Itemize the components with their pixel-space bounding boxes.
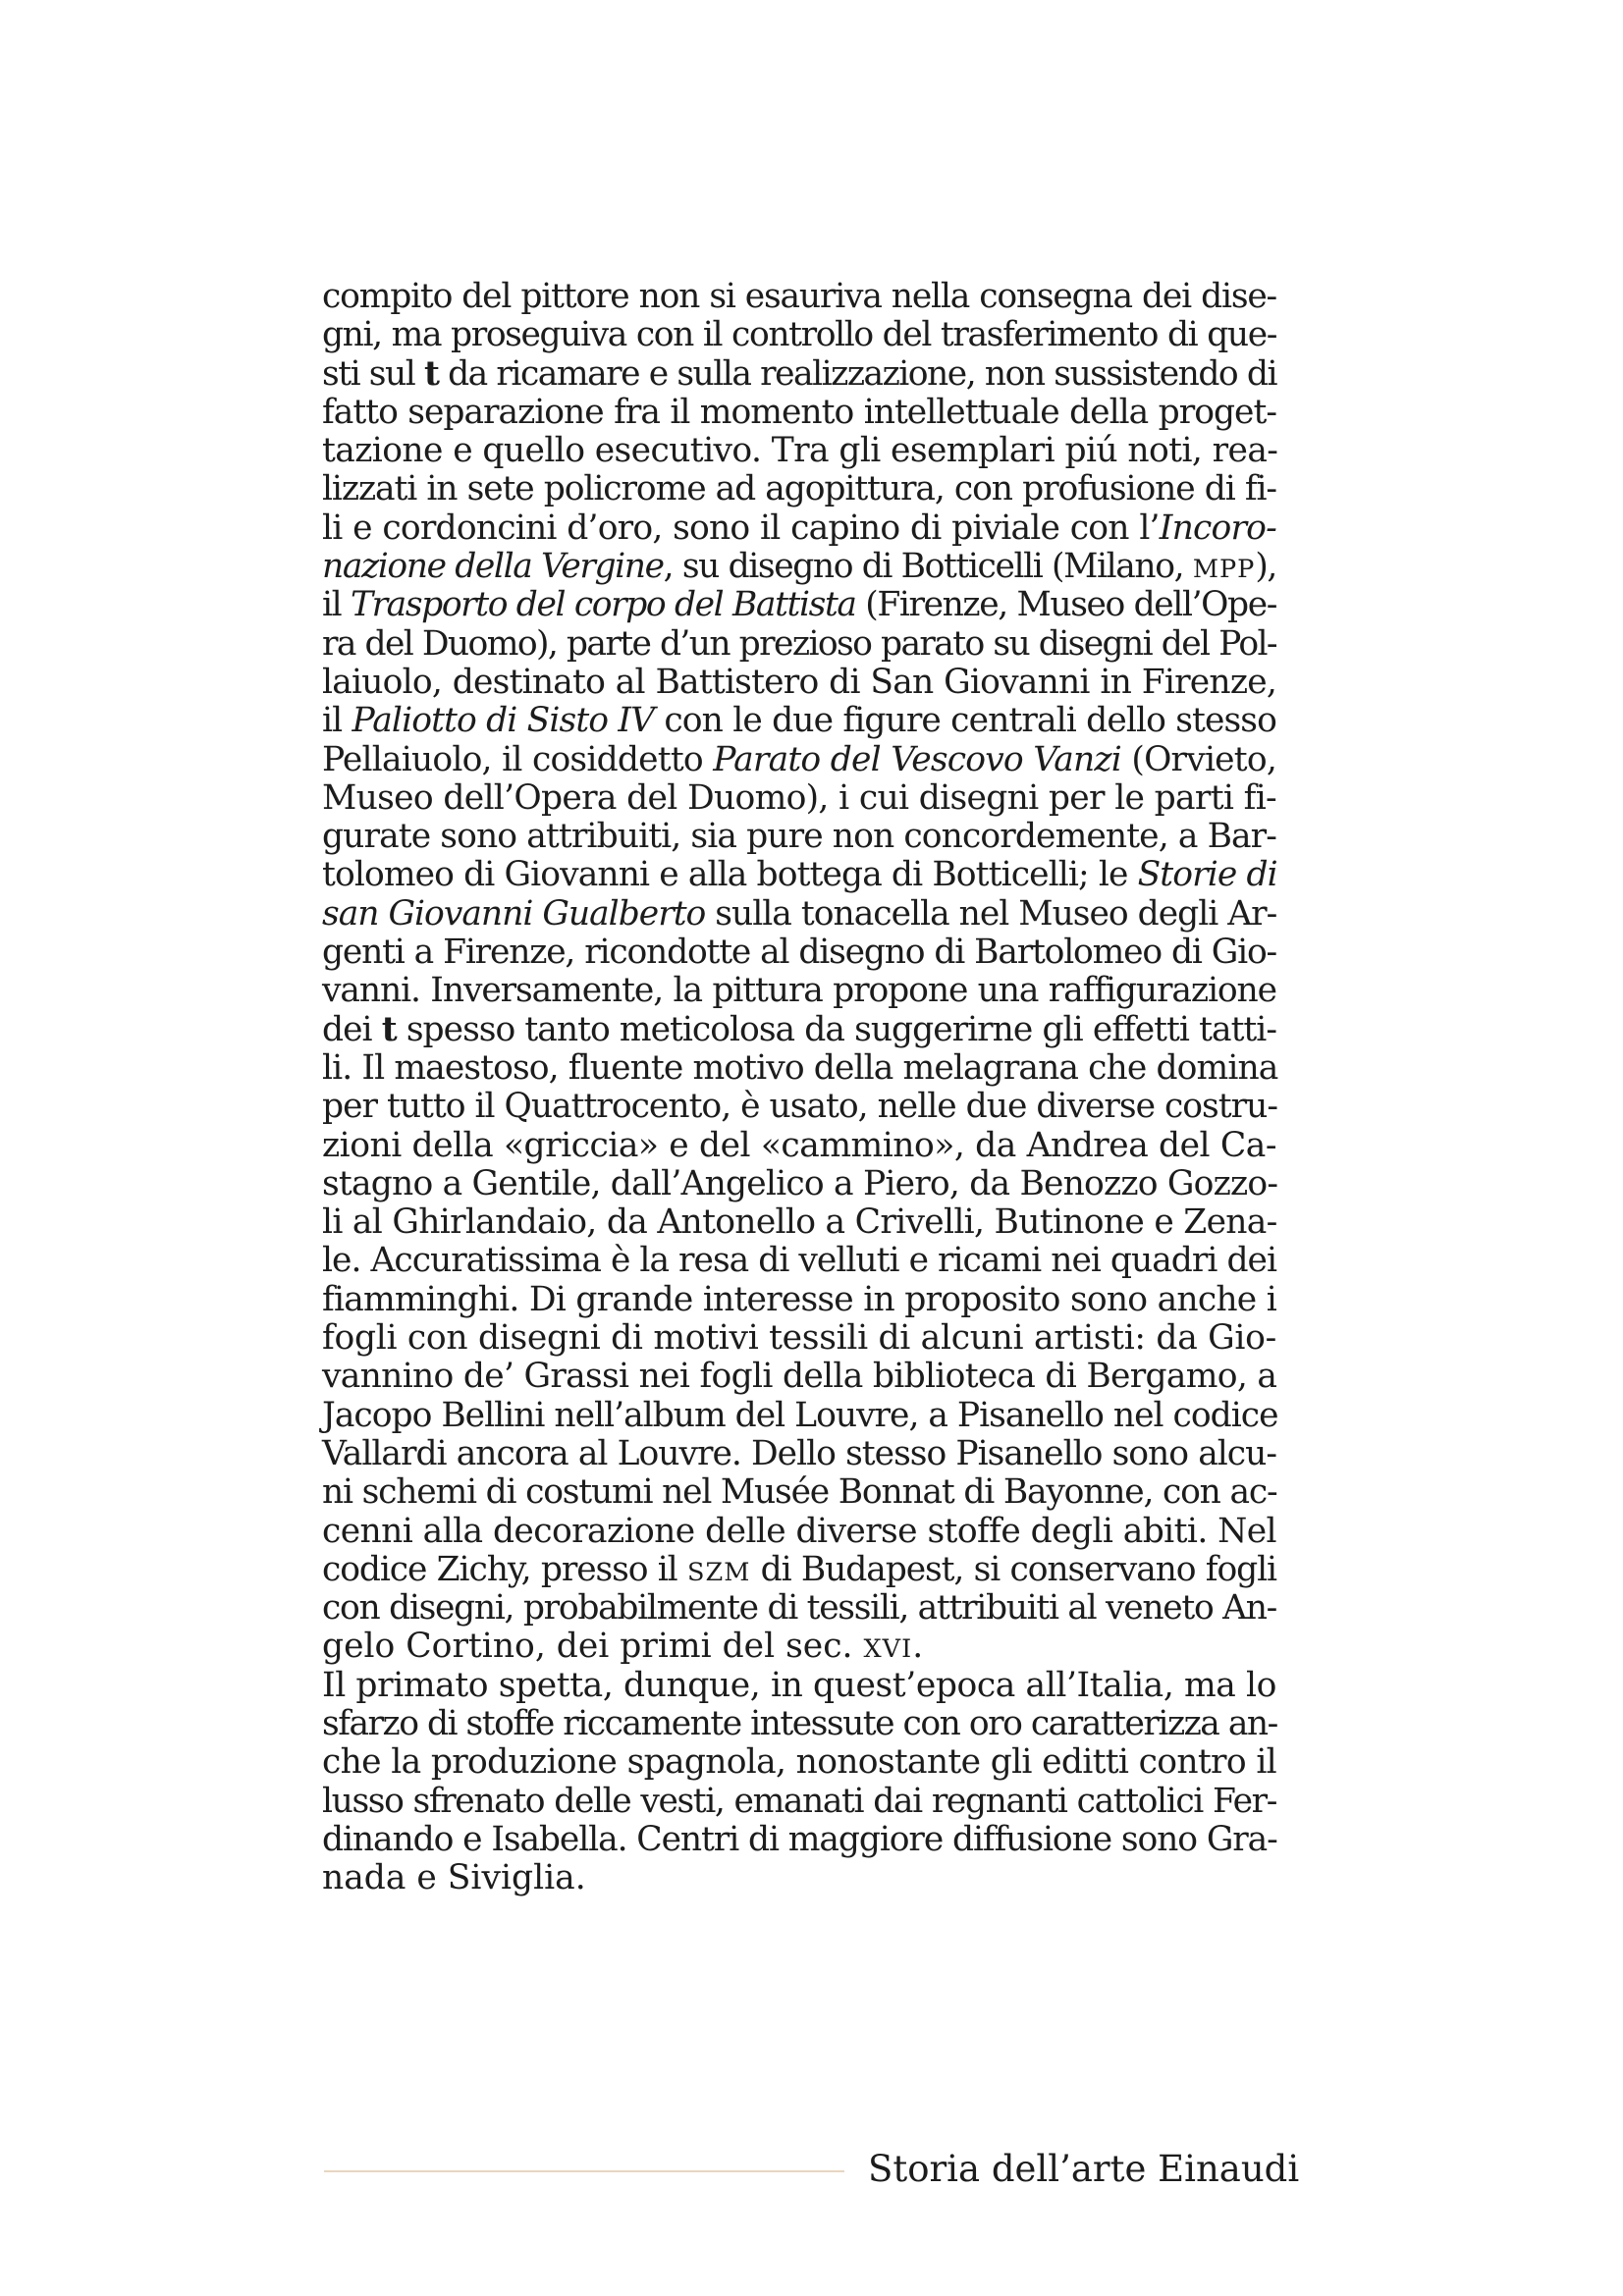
- text-line: [322, 1513, 1276, 1551]
- text-line: [322, 394, 1276, 432]
- text-run: sulla tonacella nel Museo degli Ar-: [705, 893, 1277, 934]
- text-line: [322, 1203, 1276, 1242]
- text-line: [322, 1049, 1276, 1088]
- text-run: li al Ghirlandaio, da Antonello a Crivelli, Butinone e Zena-: [322, 1202, 1277, 1243]
- text-run: per tutto il Quattrocento, è usato, nelle due diverse costru-: [322, 1087, 1277, 1127]
- text-run: sti sul: [322, 353, 424, 394]
- text-run: .: [912, 1627, 924, 1667]
- text-run: san Giovanni Gualberto: [322, 893, 706, 934]
- text-line: [322, 664, 1276, 702]
- text-run: fatto separazione fra il momento intellettuale della proget-: [322, 392, 1276, 432]
- text-run: gelo Cortino, dei primi del sec.: [322, 1627, 864, 1667]
- text-line: [322, 702, 1276, 740]
- text-line: [322, 856, 1276, 894]
- text-run: Jacopo Bellini nell’album del Louvre, a Pisanello nel codice: [322, 1395, 1278, 1435]
- text-run: con disegni, probabilmente di tessili, attribuiti al veneto An-: [322, 1588, 1276, 1629]
- text-run: Trasporto del corpo del Battista: [350, 585, 856, 625]
- text-run: Museo dell’Opera del Duomo), i cui disegni per le parti fi-: [322, 777, 1276, 818]
- text-line: [322, 432, 1276, 470]
- text-run: ra del Duomo), parte d’un prezioso parato su disegni del Pol-: [322, 623, 1276, 664]
- text-run: laiuolo, destinato al Battistero di San Giovanni in Firenze,: [322, 662, 1276, 702]
- text-run: fiamminghi. Di grande interesse in proposito sono anche i: [322, 1279, 1276, 1319]
- text-line: [322, 1589, 1276, 1628]
- text-line: [322, 509, 1276, 548]
- text-line: [322, 934, 1276, 972]
- text-run: (Firenze, Museo dell’Ope-: [855, 585, 1276, 625]
- text-run: il: [322, 585, 351, 625]
- text-run: compito del pittore non si esauriva nella consegna dei dise-: [322, 277, 1276, 316]
- text-run: lizzati in sete policrome ad agopittura, con profusione di fi-: [322, 469, 1276, 509]
- footer-rule: [324, 2170, 844, 2172]
- text-line: [322, 1783, 1276, 1821]
- text-run: genti a Firenze, ricondotte al disegno di Bartolomeo di Gio-: [322, 933, 1276, 973]
- text-run: tolomeo di Giovanni e alla bottega di Botticelli; le: [322, 855, 1138, 895]
- text-line: [322, 1319, 1276, 1358]
- text-line: [322, 586, 1276, 624]
- text-line: [322, 1743, 1276, 1782]
- text-run: con le due figure centrali dello stesso: [654, 701, 1276, 741]
- text-line: [322, 355, 1276, 394]
- text-run: , su disegno di Botticelli (Milano,: [663, 547, 1193, 587]
- text-line: [322, 895, 1276, 934]
- text-line: [322, 625, 1276, 664]
- text-run: ni schemi di costumi nel Musée Bonnat di Bayonne, con ac-: [322, 1472, 1277, 1513]
- text-run: li e cordoncini d’oro, sono il capino di piviale con l’: [322, 507, 1160, 548]
- text-line: [322, 972, 1276, 1010]
- text-run: zioni della «griccia» e del «cammino», da Andrea del Ca-: [322, 1125, 1276, 1165]
- text-run: Incoro-: [1159, 507, 1276, 548]
- text-line: [322, 278, 1276, 316]
- text-run: vanni. Inversamente, la pittura propone una raffigurazione: [322, 971, 1276, 1011]
- text-run: che la produzione spagnola, nonostante gli editti contro il: [322, 1742, 1276, 1783]
- text-run: li. Il maestoso, fluente motivo della melagrana che domina: [322, 1047, 1278, 1088]
- text-line: [322, 1435, 1276, 1473]
- text-run: cenni alla decorazione delle diverse stoffe degli abiti. Nel: [322, 1511, 1276, 1551]
- text-line: [322, 1859, 1276, 1897]
- text-line: [322, 1127, 1276, 1165]
- text-run: Il primato spetta, dunque, in quest’epoca all’Italia, ma lo: [322, 1665, 1277, 1705]
- text-run: nazione della Vergine: [322, 547, 664, 587]
- text-line: [322, 1088, 1276, 1126]
- text-run: da ricamare e sulla realizzazione, non sussistendo di: [438, 353, 1276, 394]
- text-run: (Orvieto,: [1121, 739, 1276, 779]
- text-run: codice Zichy, presso il: [322, 1549, 687, 1589]
- text-run: di Budapest, si conservano fogli: [750, 1549, 1276, 1589]
- text-line: [322, 1667, 1276, 1705]
- text-line: [322, 1397, 1276, 1435]
- text-run: Vallardi ancora al Louvre. Dello stesso Pisanello sono alcu-: [322, 1433, 1276, 1473]
- text-run: XVI: [863, 1634, 913, 1665]
- text-line: [322, 818, 1276, 856]
- text-line: [322, 1358, 1276, 1396]
- text-line: [322, 1705, 1276, 1743]
- text-run: dei: [322, 1009, 382, 1049]
- text-run: gurate sono attribuiti, sia pure non concordemente, a Bar-: [322, 817, 1277, 857]
- text-run: spesso tanto meticolosa da suggerirne gli effetti tatti-: [396, 1009, 1276, 1049]
- text-line: [322, 1821, 1276, 1859]
- footer-title: Storia dell’arte Einaudi: [868, 2148, 1300, 2190]
- text-run: t: [381, 1009, 397, 1049]
- text-run: MPP: [1192, 555, 1256, 585]
- text-line: [322, 1011, 1276, 1049]
- text-line: [322, 1628, 1276, 1666]
- text-line: [322, 548, 1276, 586]
- text-run: nada e Siviglia.: [322, 1858, 586, 1898]
- text-line: [322, 1281, 1276, 1319]
- text-line: [322, 470, 1276, 508]
- text-run: ),: [1255, 547, 1276, 587]
- text-run: SZM: [686, 1557, 751, 1587]
- text-run: vannino de’ Grassi nei fogli della biblioteca di Bergamo, a: [322, 1357, 1277, 1397]
- text-run: Pellaiuolo, il cosiddetto: [322, 739, 714, 779]
- text-run: Storie di: [1137, 855, 1277, 895]
- text-line: [322, 1551, 1276, 1589]
- text-line: [322, 1165, 1276, 1203]
- text-run: dinando e Isabella. Centri di maggiore diffusione sono Gra-: [322, 1819, 1277, 1859]
- text-run: il: [322, 701, 352, 741]
- text-line: [322, 316, 1276, 354]
- text-line: [322, 741, 1276, 779]
- text-run: lusso sfrenato delle vesti, emanati dai regnanti cattolici Fer-: [322, 1781, 1276, 1821]
- text-line: [322, 1242, 1276, 1280]
- text-run: sfarzo di stoffe riccamente intessute con oro caratterizza an-: [322, 1703, 1277, 1743]
- text-run: Parato del Vescovo Vanzi: [713, 739, 1122, 779]
- text-run: tazione e quello esecutivo. Tra gli esemplari piú noti, rea-: [322, 431, 1278, 471]
- text-run: le. Accuratissima è la resa di velluti e ricami nei quadri dei: [322, 1241, 1276, 1281]
- text-run: gni, ma proseguiva con il controllo del trasferimento di que-: [322, 315, 1276, 355]
- text-run: Paliotto di Sisto IV: [352, 701, 655, 741]
- text-line: [322, 779, 1276, 818]
- body-text: [322, 278, 1276, 1897]
- text-run: stagno a Gentile, dall’Angelico a Piero, da Benozzo Gozzo-: [322, 1163, 1278, 1203]
- text-run: fogli con disegni di motivi tessili di alcuni artisti: da Gio-: [322, 1318, 1276, 1359]
- text-run: t: [423, 353, 439, 394]
- text-line: [322, 1473, 1276, 1512]
